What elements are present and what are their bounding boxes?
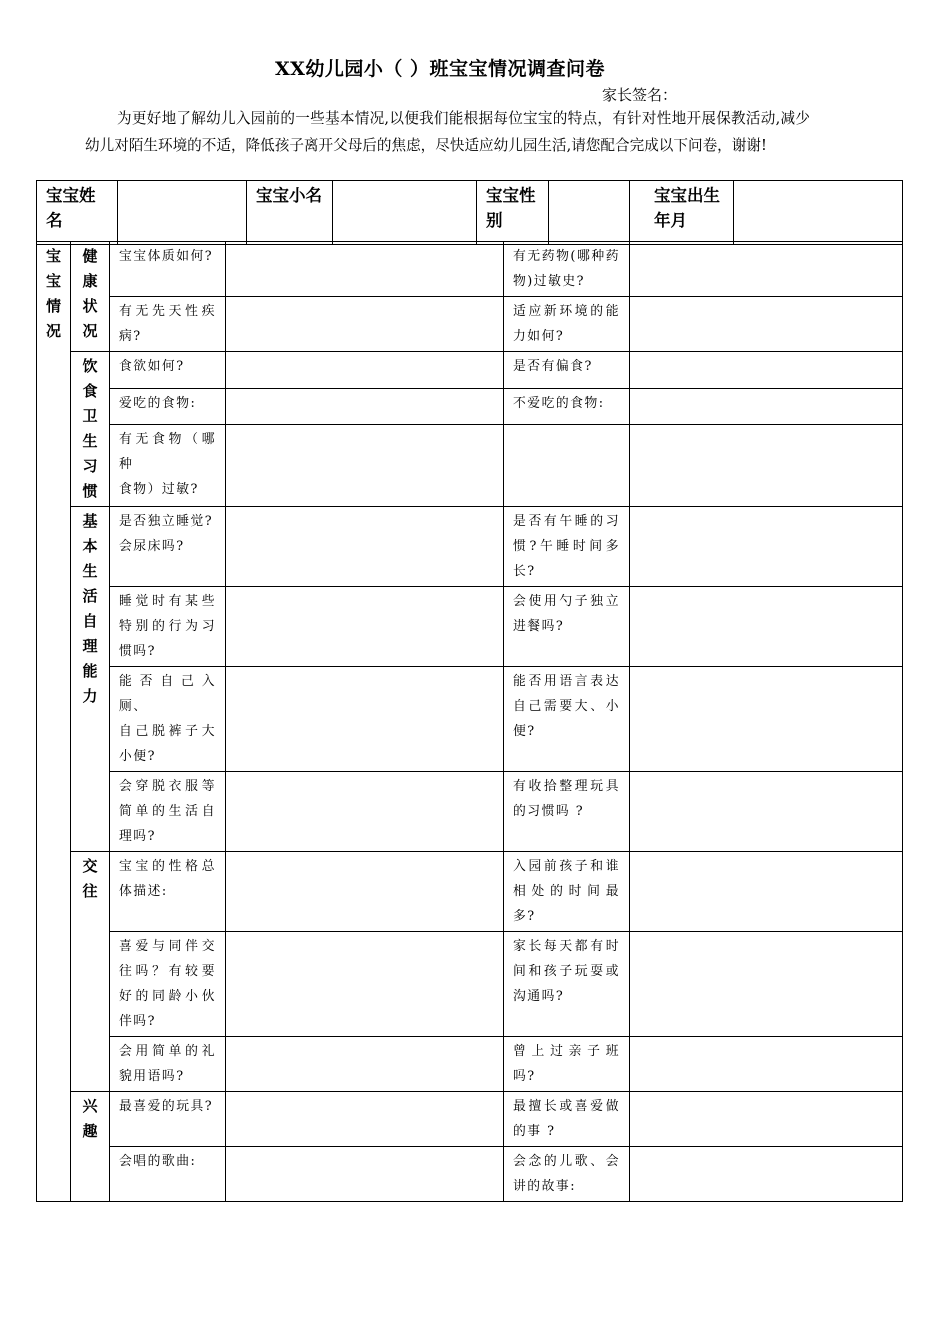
question-text: 有收拾整理玩具的习惯吗 ? [504,772,630,852]
question-text: 食欲如何? [110,352,226,389]
intro-paragraph: 为更好地了解幼儿入园前的一些基本情况,以便我们能根据每位宝宝的特点，有针对性地开展保教活动,减少幼儿对陌生环境的不适，降低孩子离开父母后的焦虑，尽快适应幼儿园生活,请您配合完成以下问卷，谢谢! [85,110,810,154]
question-text: 是否有午睡的习惯?午睡时间多长? [504,507,630,587]
answer-cell[interactable] [226,507,504,587]
question-text: 睡觉时有某些特别的行为习惯吗? [110,587,226,667]
parent-signature-label: 家长签名： [602,86,678,104]
question-text: 适应新环境的能力如何? [504,297,630,352]
table-row [37,1092,903,1147]
question-text: 能否用语言表达自己需要大、小便? [504,667,630,772]
question-text: 会唱的歌曲: [110,1147,226,1202]
answer-cell[interactable] [226,297,504,352]
answer-cell[interactable] [630,1037,903,1092]
group-label: 基本生活自理能力 [82,512,98,705]
answer-cell[interactable] [630,352,903,389]
answer-cell[interactable] [226,587,504,667]
question-text: 最喜爱的玩具? [110,1092,226,1147]
question-text: 会念的儿歌、会讲的故事: [504,1147,630,1202]
answer-cell[interactable] [630,1147,903,1202]
table-row [37,352,903,389]
answer-cell[interactable] [226,932,504,1037]
answer-cell[interactable] [226,1147,504,1202]
group-label-cell [71,852,110,1092]
table-row [37,388,903,425]
table-row [37,932,903,1037]
question-text: 最擅长或喜爱做的事 ? [504,1092,630,1147]
table-row [37,852,903,932]
gender-input-cell[interactable] [549,181,630,245]
answer-cell[interactable] [630,587,903,667]
question-text: 是否有偏食? [504,352,630,389]
question-text: 会穿脱衣服等简单的生活自理吗? [110,772,226,852]
answer-cell[interactable] [630,1092,903,1147]
question-text: 会使用勺子独立进餐吗? [504,587,630,667]
question-text: 入园前孩子和谁相处的时间最多? [504,852,630,932]
table-row [37,587,903,667]
question-text: 有无先天性疾病? [110,297,226,352]
group-label: 健康状况 [82,247,98,340]
table-row [37,667,903,772]
table-row [37,507,903,587]
group-label-cell [71,507,110,852]
table-row [37,425,903,507]
answer-cell[interactable] [630,507,903,587]
table-row [37,297,903,352]
birthdate-input-cell[interactable] [734,181,903,245]
table-row [37,1037,903,1092]
answer-cell[interactable] [630,242,903,297]
answer-cell[interactable] [630,772,903,852]
question-text: 爱吃的食物: [110,388,226,425]
answer-cell[interactable] [630,388,903,425]
nickname-label: 宝宝小名 [247,181,333,245]
name-label: 宝宝姓名 [37,181,118,245]
nickname-input-cell[interactable] [333,181,477,245]
question-text: 宝宝的性格总体描述: [110,852,226,932]
question-text: 有无食物（哪种 食物）过敏? [110,425,226,507]
answer-cell[interactable] [226,242,504,297]
section-label: 宝宝情况 [45,247,61,340]
basic-info-table [36,180,903,245]
answer-cell[interactable] [226,1092,504,1147]
answer-cell[interactable] [630,932,903,1037]
question-text: 不爱吃的食物: [504,388,630,425]
group-label: 饮食卫生习惯 [82,357,98,500]
question-text: 是否独立睡觉? 会尿床吗? [110,507,226,587]
question-text: 喜爱与同伴交往吗？有较要好的同龄小伙伴吗? [110,932,226,1037]
group-label: 交往 [82,857,98,900]
answer-cell[interactable] [226,388,504,425]
question-text: 能否自己入厕、 自己脱裤子大小便? [110,667,226,772]
page-title: XX幼儿园小（ ）班宝宝情况调查问卷 [274,58,606,80]
group-label: 兴趣 [82,1097,98,1140]
answer-cell[interactable] [226,352,504,389]
question-text: 会用简单的礼貌用语吗? [110,1037,226,1092]
question-text: 家长每天都有时间和孩子玩耍或沟通吗? [504,932,630,1037]
answer-cell[interactable] [226,1037,504,1092]
group-label-cell [71,352,110,507]
question-text: 有无药物(哪种药物)过敏史? [504,242,630,297]
table-row [37,242,903,297]
answer-cell[interactable] [630,425,903,507]
answer-cell[interactable] [630,852,903,932]
answer-cell[interactable] [630,297,903,352]
group-label-cell [71,242,110,352]
section-label-cell [37,242,71,1202]
table-row [37,772,903,852]
birthdate-label: 宝宝出生年月 [630,181,734,245]
answer-cell[interactable] [226,667,504,772]
name-input-cell[interactable] [118,181,247,245]
answer-cell[interactable] [630,667,903,772]
question-text [504,425,630,507]
table-row [37,1147,903,1202]
gender-label: 宝宝性别 [477,181,549,245]
answer-cell[interactable] [226,852,504,932]
questionnaire-table [36,241,903,1202]
answer-cell[interactable] [226,772,504,852]
question-text: 曾上过亲子班吗? [504,1037,630,1092]
group-label-cell [71,1092,110,1202]
answer-cell[interactable] [226,425,504,507]
question-text: 宝宝体质如何? [110,242,226,297]
